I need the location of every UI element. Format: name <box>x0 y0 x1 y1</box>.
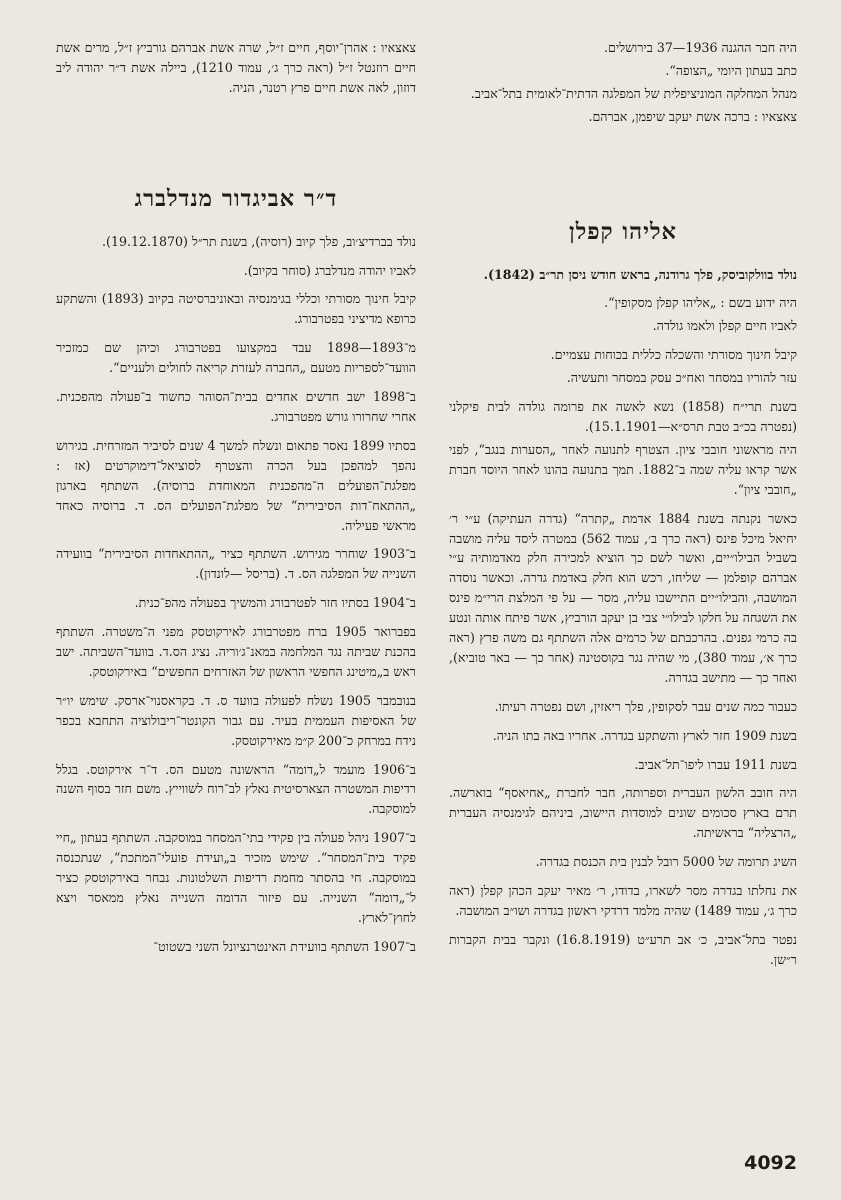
body-paragraph: בשנת 1909 חזר לארץ והשתקע בגדרה. אחריו באה בתו הניה. <box>492 727 797 743</box>
left-column <box>56 38 416 966</box>
left-entry-body <box>56 232 416 957</box>
left-top-section <box>56 38 416 98</box>
body-paragraph: לאביו יהודה מנדלברג (סוחר בקיוב). <box>243 262 416 278</box>
right-column <box>449 38 797 979</box>
page-number: 4092 <box>744 1152 797 1174</box>
body-paragraph: היה מראשוני חובבי ציון. הצטרף לתנועה לאחר „הסערות בנגב“, לפני אשר קראו עליה שמה ב־1882. תמך בתנועה בהונו לאחר היוסד חברת „חובבי ציון“. <box>449 441 797 497</box>
left-top-paragraph: צאצאיו : אהרן־יוסף, חיים ז״ל, שרה אשת אברהם גורביץ ז״ל, מרים אשת חיים רוזנטל ז״ל (ראה כרך ג׳, עמוד 1210), ביילה אשת ד״ר יהודה ליב דוזון, לאה אשת חיים פרץ רטנר, הניה. <box>56 40 416 95</box>
body-paragraph: מ־1893—1898 עבד במקצועו בפטרבורג וכיהן שם כמזכיר הוועד־לספריות מטעם „החברה לעזרת קריאה לחולים ולעניים“. <box>56 340 416 376</box>
right-top-paragraph: היה חבר ההגנה 1936—37 בירושלים. <box>604 40 797 55</box>
body-paragraph: כעבור כמה שנים עבר לסקופין, פלך ריאזין, ושם נפטרה רעיתו. <box>494 698 797 714</box>
column-divider <box>424 30 425 1140</box>
body-paragraph: כאשר נקנתה בשנת 1884 אדמת „קתרה“ (גדרה העתיקה) ע״י ר׳ יחיאל מיכל פינס (ראה כרך ב׳, עמוד 562) במטרה ליסד עליה מושבה בשביל הבילו״יים, ואשר לשם כך הוציא למכירה חלק מאדמותיה ע״י אברהם קופלמן — שליחו, רכש הוא חלק באדמת גדרה. וכאשר נוסדה המושבה, והבילו״יים התיישבו עליה, מסר — על פי המלצת הרי״מ פינס את השגחה על חלקו לבילו״י צבי בן יעקב הורביץ, אשר פיתח אותה ונטע בה כרמי גפנים. בהרכבתם של כרמים אלה השתתף גם משה פרץ (ראה כרך א׳, עמוד 380), מי שהיה נגר בקוסטינה (אחר כך — באר טוביא), ואחר כך — מתישב בגדרה. <box>449 510 797 685</box>
body-paragraph: בסתיו 1899 נאסר פתאום ונשלח למשך 4 שנים לסיביר המזרחית. בגירוש נהפך למהפכן בעל הכרה והצטרף לסוציאל־דימוקרטים (אז : מפלגת־הפועלים ה־מהפכנית המאוחדת ברוסיה). השתתף בארגון „ההתאח־דות הסיבירית“ של מפלגת־הפועלים הס. ד. ברוסיה כאחד מראשי פעיליה. <box>56 437 416 533</box>
body-paragraph: ב־1898 ישב חדשים אחדים בבית־הסוהר כחשוד ב־פעולה מהפכנית. אחרי שחרורו גורש מפטרבורג. <box>56 389 416 424</box>
body-paragraph: עזר להוריו במסחר ואח״כ עסק במסחר ותעשיה. <box>566 370 797 386</box>
body-paragraph: בשנת 1911 עברו ליפו־תל־אביב. <box>634 756 797 772</box>
right-top-paragraph: כתב בעתון היומי „הצופה“. <box>665 62 797 78</box>
body-paragraph: השיג תרומה של 5000 רובל לבנין בית הכנסת בגדרה. <box>535 854 797 870</box>
body-paragraph: ב־1903 שוחרר מגירוש. השתתף כציר „ההתאחדות הסיבירית“ בוועידה השנייה של המפלגה הס. ד. (בריסל —לונדון). <box>56 546 416 582</box>
body-paragraph: לאביו חיים קפלן ולאמו גולדה. <box>652 318 797 334</box>
body-paragraph: נפטר בתל־אביב, כ׳ אב תרע״ט (16.8.1919) ונקבר בבית הקברות ר״שן. <box>449 931 797 967</box>
right-top-paragraph: צאצאיו : ברכה אשת יעקב שיפמן, אברהם. <box>588 108 797 124</box>
body-paragraph: ב־1904 בסתיו חזר לפטרבורג והמשיך בפעולה מהפ־כנית. <box>134 595 416 611</box>
right-top-section <box>449 38 797 127</box>
body-paragraph: קיבל חינוך מסורתי וכללי בגימנסיה ובאוניברסיטה בקיוב (1893) והשתקע כרופא מדיציני בפטרבורג. <box>56 291 416 327</box>
body-paragraph: היה חובב הלשון העברית וספרותה, חבר לחברת „אחיאסף“ בוארשה. תרם בארץ סכומים שונים למוסדות היישוב, ביניהם לגימנסיה העברית „הרצליה“ בראשיתה. <box>449 785 797 841</box>
body-paragraph: בפברואר 1905 ברח מפטרבורג לאירקוטסק מפני ה־משטרה. השתתף בהכנת שביתה נגד המלחמה במאנ־ג׳וריה. נציג הס.ד. בוועד־השביתה. ישב ראש ב„מיטינג החפשי הראשון של האזרחים החפשים“ באירקוטסק. <box>56 624 416 679</box>
body-paragraph: נולד בוולקוביסק, פלך גרודנה, בראש חודש ניסן תר״ב (1842). <box>483 266 797 282</box>
body-paragraph: נולד בברדיצ׳וב, פלך קיוב (רוסיה), בשנת תר״ל (19.12.1870). <box>102 233 416 249</box>
right-entry-body <box>449 265 797 970</box>
body-paragraph: את נחלתו בגדרה מסר לשארו, בדודו, ר׳ מאיר יעקב הכהן קפלן (ראה כרך ג׳, עמוד 1489) שהיה מלמד דרדקי ראשון בגדרה ושו״ב המושבה. <box>449 883 797 918</box>
entry-heading-eliyahu-kaplan: אליהו קפלן <box>569 218 677 245</box>
body-paragraph: בנובמבר 1905 נשלח לפעולה בוועד ס. ד. בקראסנוי־ארסק. שימש יו״ר של האסיפות העממית בעיר. עם גבור הקונטר־ריבולוציה התחבא בכפר נידח במרחק כ־200 ק״מ מאירקוטסק. <box>56 692 416 748</box>
body-paragraph: היה ידוע בשם : „אליהו קפלן מסקופין“. <box>604 295 797 311</box>
right-top-paragraph: מנהל המחלקה המוניציפלית של המפלגה הדתית־לאומית בתל־אביב. <box>470 85 797 101</box>
body-paragraph: בשנת תרי״ח (1858) נשא לאשה את פרומה גולדה לבית פיקלני (נפטרה בכ״ב טבת תרס״א—15.1.1901). <box>449 399 797 434</box>
body-paragraph: קיבל חינוך מסורתי והשכלה כללית בכוחות עצמיים. <box>550 347 797 363</box>
body-paragraph: ב־1906 מועמד ל„דומה“ הראשונה מטעם הס. ד־ר אירקוטס. בגלל רדיפות המשטרה הצארסיטית נאלץ לב־רוח לשווייץ. משם חזר בסוף השנה למוסקבה. <box>56 761 416 817</box>
body-paragraph: ב־1907 השתתף בוועידת האינטרנציונל השני בשטוט־ <box>153 938 416 954</box>
body-paragraph: ב־1907 ניהל פעולה בין פקידי בתי־המסחר במוסקבה. השתתף בעתון „חיי פקיד בית־המסחר“. שימש מזכיר ב„ועידת פועלי־המתכת“, שנתכנסה במוסקבה. חי בהסתר מחמת רדיפות השלטונות. נבחר באירקוטסק כציר ל־„דומה“ השנייה. עם פיזור הדומה השנייה נאלץ ממאסר ויצא לחוץ־לארץ. <box>56 830 416 925</box>
entry-heading-avigdor-mandelberg: ד״ר אביגדור מנדלברג <box>134 185 338 212</box>
